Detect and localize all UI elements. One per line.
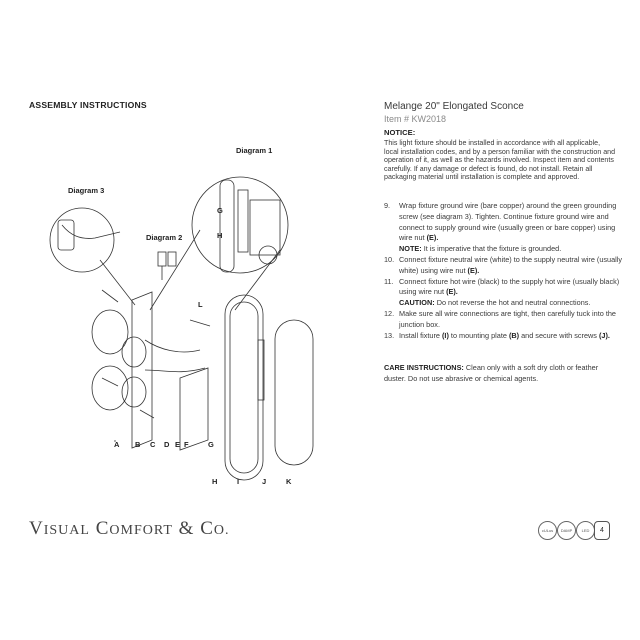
diagram1-label: Diagram 1 xyxy=(236,146,273,155)
item-number: Item # KW2018 xyxy=(384,114,447,124)
list-item: 9. Wrap fixture ground wire (bare copper) around the green grounding screw (see diagram 3). Tighten. Continue fixture ground wire and connect to supply ground wire (usually green or bare copper) using wire nut (E). NOTE: It is imperative that the fixture is grounded. xyxy=(384,201,617,254)
glass-shade xyxy=(275,320,313,465)
diagram3-box xyxy=(58,220,74,250)
part-label: B xyxy=(135,440,141,449)
part-label: I xyxy=(237,477,240,486)
care-label: CARE INSTRUCTIONS: xyxy=(384,363,464,372)
diagram3-leader xyxy=(100,260,135,305)
detail-label-h: H xyxy=(217,231,223,240)
detail-label-g: G xyxy=(217,206,223,215)
diagram3-circle xyxy=(50,208,114,272)
damp-icon: DAMP xyxy=(557,521,576,540)
part-label: C xyxy=(150,440,156,449)
fixture-body xyxy=(225,295,263,480)
part-label: D xyxy=(164,440,170,449)
notice-body: This light fixture should be installed in accordance with all applicable, local installation codes, and by a person familiar with the construction and operation of it, as well as the hazards involved. Inspect item and contents carefully. If any damage or defect is found, do not install. Retain all packaging material until installation is complete and approved. xyxy=(384,139,616,182)
assembly-diagram xyxy=(40,140,340,500)
part-label: J xyxy=(262,477,267,486)
page-number: 4 xyxy=(594,521,610,540)
part-label: G xyxy=(208,440,214,449)
diagram1-fixture-edge xyxy=(220,180,234,272)
wires xyxy=(145,340,200,352)
section-title: ASSEMBLY INSTRUCTIONS xyxy=(29,100,147,110)
part-l xyxy=(190,320,210,326)
part-label: H xyxy=(212,477,218,486)
part-label: K xyxy=(286,477,292,486)
screw-a xyxy=(102,290,118,302)
care-text: Clean only with a soft dry cloth or feather duster. Do not use abrasive or chemical agents. xyxy=(384,363,599,383)
cul-icon: cULus xyxy=(538,521,557,540)
list-item: 12. Make sure all wire connections are tight, then carefully tuck into the junction box. xyxy=(384,308,616,329)
notice-heading: NOTICE: xyxy=(384,128,416,137)
list-item: 13. Install fixture (I) to mounting plate (B) and secure with screws (J). xyxy=(384,330,610,340)
list-item: 10. Connect fixture neutral wire (white) to the supply neutral wire (usually white) using wire nut (E). xyxy=(384,254,623,275)
diagram3-label: Diagram 3 xyxy=(68,186,105,195)
diagram2-nut-2 xyxy=(168,252,176,266)
diagram2-label: Diagram 2 xyxy=(146,233,183,242)
diagram1-plate xyxy=(238,190,248,252)
led-icon: LED xyxy=(576,521,595,540)
part-label: L xyxy=(198,300,203,309)
part-label: E xyxy=(175,440,181,449)
care-instructions xyxy=(384,362,616,384)
fixture-backplate xyxy=(180,368,208,450)
brand-logo: VISUAL COMFORT & CO. xyxy=(29,518,230,539)
diagram1-leader xyxy=(150,230,200,310)
list-item: 11. Connect fixture hot wire (black) to the supply hot wire (usually black) using wire nut (E). CAUTION: Do not reverse the hot and neutral connections. xyxy=(384,276,620,308)
product-title: Melange 20" Elongated Sconce xyxy=(384,101,524,112)
steps-list xyxy=(384,201,624,341)
diagram2-nut-1 xyxy=(158,252,166,266)
part-label: F xyxy=(184,440,189,449)
part-label: A xyxy=(114,440,120,449)
